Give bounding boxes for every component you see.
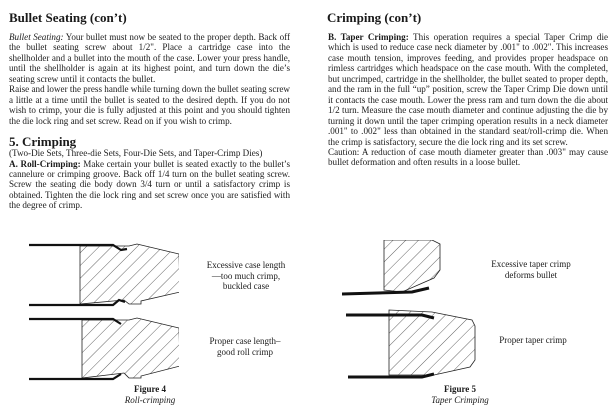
figure-5-caption xyxy=(400,384,520,406)
roll-crimping-paragraph: A. Roll-Crimping: Make certain your bullet is seated exactly to the bullet’s cannelure or crimping groove. Back off 1/4 turn on the bullet seating screw. Screw the seating die body down 3/4 turn or until a satisfactory crimp is obtained. Tighten the die lock ring and set screw once you are satisfied with the degree of crimp. xyxy=(9,158,291,211)
proper-taper-crimp-bullet xyxy=(346,310,475,377)
roll-crimping-label: A. Roll-Crimping: xyxy=(9,158,81,169)
crimping-heading: 5. Crimping xyxy=(9,134,77,150)
figure-5-taper-crimp-diagram xyxy=(342,240,492,380)
figure-5-top-label: Excessive taper crimp deforms bullet xyxy=(491,259,571,280)
taper-crimping-paragraph: B. Taper Crimping: This operation requires a special Taper Crimp die which is used to reduce case neck diameter by .001" to .002". This increases case mouth tension, improves feeding, and provides proper headspace on rimless cartridges which headspace on the case mouth. With the completed, but uncrimped, cartridge in the shellholder, the bullet seated to proper depth, and the ram in the full “up” position, screw the Taper Crimp Die down until it contacts the case mouth. Lower the press ram and turn down the die about 1/2 turn. Measure the case mouth diameter and continue adjusting the die by turning it down until the taper crimping operation results in a neck diameter .001" to .002" less than obtained in the standard seat/roll-crimp die. When the crimp is satisfactory, secure the die lock ring and its set screw. xyxy=(328,32,609,147)
figure-4-title: Roll-crimping xyxy=(124,395,176,405)
figure-4-top-label: Excessive case length—too much crimp, buckled case xyxy=(206,260,286,291)
bullet-seating-label: Bullet Seating: xyxy=(9,32,64,42)
crimping-die-sets: (Two-Die Sets, Three-die Sets, Four-Die Sets, and Taper-Crimp Dies) xyxy=(9,148,263,159)
crimping-continued-heading: Crimping (con’t) xyxy=(327,10,422,25)
proper-crimp-bullet xyxy=(29,318,179,379)
figure-4-number: Figure 4 xyxy=(133,384,167,394)
figure-4-bottom-label: Proper case length–good roll crimp xyxy=(209,336,281,357)
right-body xyxy=(328,32,608,168)
bullet-seating-paragraph: Bullet Seating: Your bullet must now be seated to the proper depth. Back off the bullet seating screw about 1/2". Place a cartridge case into the shellholder and a bullet into the mouth of the case. Lower your press handle, until the shellholder is again at its highest point, and turn down the die’s seating screw until it contacts the bullet. xyxy=(9,32,291,84)
left-body xyxy=(9,32,290,211)
bullet-seating-heading: Bullet Seating (con’t) xyxy=(9,10,127,25)
caution-paragraph: Caution: A reduction of case mouth diameter greater than .003" may cause bullet deformation and often results in a loose bullet. xyxy=(328,146,608,168)
excessive-taper-crimp-bullet xyxy=(342,240,440,294)
figure-5-number: Figure 5 xyxy=(443,384,477,394)
figure-5-title: Taper Crimping xyxy=(431,395,489,405)
taper-crimping-label: B. Taper Crimping: xyxy=(328,32,409,42)
excessive-crimp-bullet xyxy=(29,244,179,305)
figure-4-caption xyxy=(90,384,210,406)
figure-4-roll-crimp-diagram xyxy=(29,240,179,385)
figure-5-bottom-label: Proper taper crimp xyxy=(499,335,567,345)
bullet-seating-paragraph-2: Raise and lower the press handle while turning down the bullet seating screw a little at a time until the bullet is seated to the desired depth. If you do not wish to crimp, your die is fully adjusted at this point and you should tighten the die lock ring and set screw. Read on if you wish to crimp. xyxy=(9,84,290,126)
